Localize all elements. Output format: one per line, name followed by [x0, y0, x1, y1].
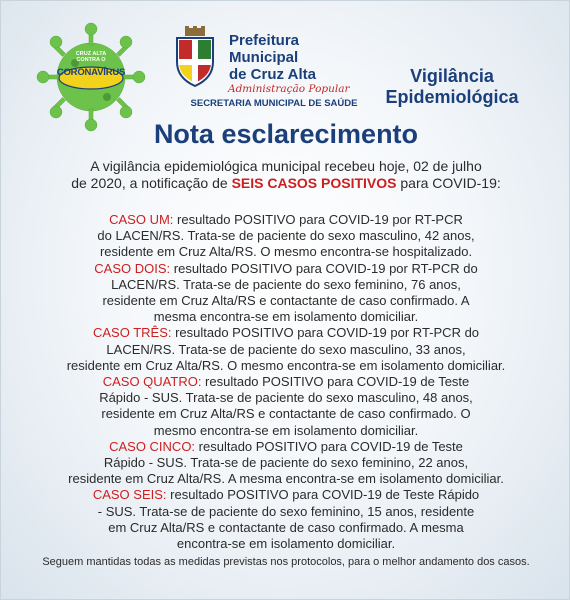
- intro-highlight: SEIS CASOS POSITIVOS: [231, 175, 397, 191]
- case-label: CASO DOIS:: [94, 260, 171, 276]
- case-item: CASO DOIS: resultado POSITIVO para COVID-19 por RT-PCR do LACEN/RS. Trata-se de paciente do sexo feminino, 76 anos, residente em Cruz Alta/RS e contactante de caso confirmado. A mesma encontra-se em isolamento domiciliar.: [94, 260, 478, 325]
- case-label: CASO QUATRO:: [102, 374, 202, 390]
- intro-line-1: A vigilância epidemiológica municipal recebeu hoje, 02 de julho: [90, 158, 482, 174]
- case-item: CASO TRÊS: resultado POSITIVO para COVID-19 por RT-PCR do LACEN/RS. Trata-se de paciente do sexo masculino, 33 anos, residente em Cruz Alta/RS. O mesmo encontra-se em isolamento domiciliar.: [66, 325, 506, 373]
- case-label: CASO CINCO:: [109, 438, 196, 454]
- prefeitura-name: Prefeitura Municipal de Cruz Alta: [229, 32, 316, 83]
- case-label: CASO TRÊS:: [92, 325, 172, 341]
- case-item: CASO SEIS: resultado POSITIVO para COVID-19 de Teste Rápido - SUS. Trata-se de paciente do sexo feminino, 15 anos, residente em Cruz Alta/RS e contactante de caso confirmado. A mesma encontra-se em isolamento domiciliar.: [92, 487, 480, 552]
- prefeitura-tagline: Administração Popular: [228, 83, 350, 95]
- intro-paragraph: [21, 158, 551, 192]
- intro-line-2: de 2020, a notificação de SEIS CASOS POSITIVOS para COVID-19:: [71, 175, 501, 191]
- case-label: CASO UM:: [109, 212, 174, 227]
- municipal-crest-icon: [171, 26, 219, 88]
- case-list: [15, 212, 557, 552]
- virus-logo-top-label: CRUZ ALTA CONTRA O: [75, 51, 107, 63]
- page-title: Nota esclarecimento: [153, 119, 419, 149]
- department-name: Vigilância Epidemiológica: [385, 66, 519, 107]
- footer-note: Seguem mantidas todas as medidas previstas nos protocolos, para o melhor andamento dos casos.: [42, 556, 530, 568]
- case-item: CASO CINCO: resultado POSITIVO para COVID-19 de Teste Rápido - SUS. Trata-se de paciente do sexo feminino, 22 anos, residente em Cruz Alta/RS. A mesma encontra-se em isolamento domiciliar.: [68, 438, 504, 487]
- case-item: CASO QUATRO: resultado POSITIVO para COVID-19 de Teste Rápido - SUS. Trata-se de paciente do sexo masculino, 48 anos, residente em Cruz Alta/RS e contactante de caso confirmado. O mesmo encontra-se em isolamento domiciliar.: [99, 374, 473, 438]
- case-label: CASO SEIS:: [92, 487, 167, 503]
- secretaria-name: SECRETARIA MUNICIPAL DE SAÚDE: [190, 98, 358, 109]
- virus-logo-main-label: CORONAVÍRUS: [56, 67, 126, 78]
- case-item: CASO UM: resultado POSITIVO para COVID-19 por RT-PCR do LACEN/RS. Trata-se de paciente do sexo masculino, 42 anos, residente em Cruz Alta/RS. O mesmo encontra-se hospitalizado.: [97, 212, 475, 260]
